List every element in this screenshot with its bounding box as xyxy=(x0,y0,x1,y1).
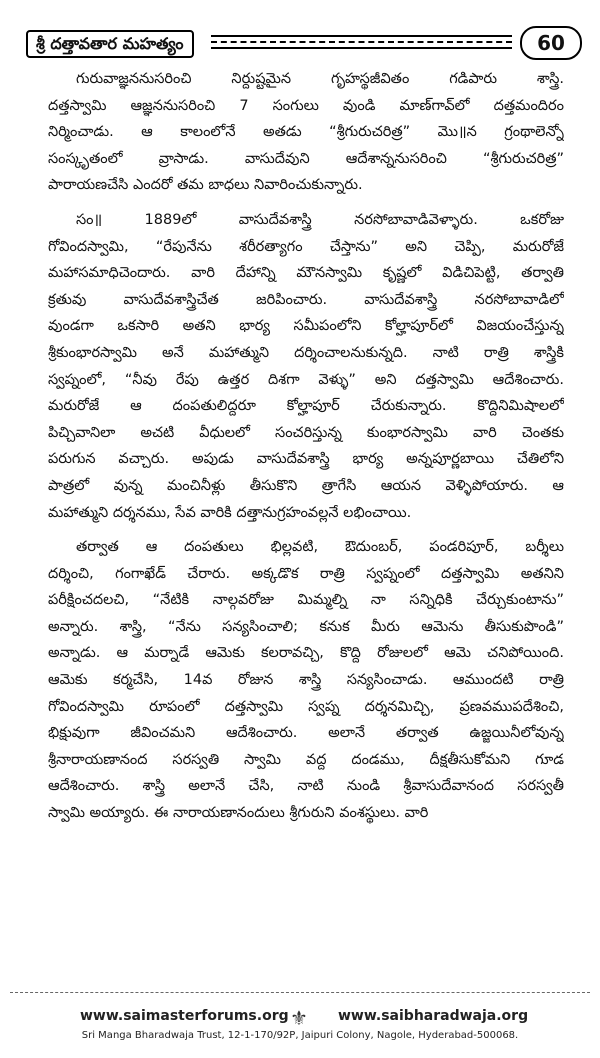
book-title: శ్రీ దత్తావతార మహత్యం xyxy=(26,30,194,58)
text-line: దత్తస్వామి ఆజ్ఞననుసరించి 7 సంగులు వుండి మాణ్‌గావ్‌లో దత్తమందిరం xyxy=(48,97,564,114)
text-line: పాత్రలో వున్న మంచినీళ్లు తీసుకొని త్రాగేసి ఆయన వెళ్ళిపోయారు. ఆ xyxy=(48,477,564,494)
text-line: ఆమెకు కర్మచేసి, 14వ రోజున శాస్త్రి సన్యసించాడు. ఆముందటి రాత్రి xyxy=(48,672,564,689)
text-line: శ్రీనారాయణానంద సరస్వతి స్వామి వద్ద దండము, దీక్షతీసుకోమని గూడ xyxy=(48,751,564,768)
footer-divider xyxy=(10,992,590,993)
text-line: పిచ్చివానిలా అచటి వీధులలో సంచరిస్తున్న కుంభారస్వామి వారి చెంతకు xyxy=(48,424,564,441)
text-line: స్వప్నంలో, “నీవు రేపు ఉత్తర దిశగా వెళ్ళు” అని దత్తస్వామి ఆదేశించారు. xyxy=(48,371,564,388)
text-line: శ్రీకుంభారస్వామి అనే మహాత్ముని దర్శించాలనుకున్నది. నాటి రాత్రి శాస్త్రికి xyxy=(48,344,564,361)
page-header xyxy=(26,30,582,58)
text-line: తర్వాత ఆ దంపతులు భిల్లవటి, ఔదుంబర్, పండరిపూర్, బర్శీలు xyxy=(76,539,564,556)
text-line: మరురోజే ఆ దంపతులిద్దరూ కోల్హాపూర్ చేరుకున్నారు. కొద్దినిమిషాలలో xyxy=(48,398,564,415)
text-line: అన్నారు. శాస్త్రి, “నేను సన్యసించాలి; కనుక మీరు ఆమెను తీసుకుపొండి” xyxy=(48,618,564,635)
header-rules xyxy=(211,35,512,51)
text-line: నిర్మించాడు. ఆ కాలంలోనే అతడు “శ్రీగురుచరిత్ర” మొ॥న గ్రంథాలెన్నో xyxy=(48,124,564,141)
text-line: వుండగా ఒకసారి అతని భార్య సమీపంలోని కోల్హాపూర్‌లో విజయంచేస్తున్న xyxy=(48,318,564,335)
text-line: పారాయణచేసి ఎందరో తమ బాధలు నివారించుకున్నారు. xyxy=(48,177,363,194)
text-line: పరుగున వచ్చారు. అపుడు వాసుదేవశాస్త్రి భార్య అన్నపూర్ణబాయి చేతిలోని xyxy=(48,451,564,468)
text-line: గోవిందస్వామి, “రేపునేను శరీరత్యాగం చేస్తాను” అని చెప్పి, మరురోజే xyxy=(48,238,564,255)
text-line: దర్శించి, గంగాఖేడ్ చేరారు. అక్కడొక రాత్రి స్వప్నంలో దత్తస్వామి అతనిని xyxy=(48,565,564,582)
text-line: సంస్కృతంలో వ్రాసాడు. వాసుదేవుని ఆదేశాన్ననుసరించి “శ్రీగురుచరిత్ర” xyxy=(48,150,564,167)
text-line: సం॥ 1889లో వాసుదేవశాస్త్రి నరసోబావాడివెళ్ళారు. ఒకరోజు xyxy=(76,211,564,228)
website-link-right[interactable]: www.saibharadwaja.org xyxy=(338,1008,529,1024)
text-line: అన్నాడు. ఆ మర్నాడే ఆమెకు కలరావచ్చి, కొద్ది రోజులలో ఆమె చనిపోయింది. xyxy=(48,645,564,662)
fleur-de-lis-icon: ⚜ xyxy=(290,1006,308,1030)
website-link-left[interactable]: www.saimasterforums.org xyxy=(80,1008,289,1024)
paragraph-2 xyxy=(48,207,564,526)
publisher-address: Sri Manga Bharadwaja Trust, 12-1-170/92P, Jaipuri Colony, Nagole, Hyderabad-500068. xyxy=(81,1030,519,1041)
text-line: గురువాజ్ఞననుసరించి నిర్దుష్టమైన గృహస్థజీవితం గడిపారు శాస్త్రి. xyxy=(76,71,564,87)
text-line: క్రతువు వాసుదేవశాస్త్రిచేత జరిపించారు. వాసుదేవశాస్త్రి నరసోబావాడిలో xyxy=(48,291,564,308)
text-line: మహాసమాధిచెందారు. వారి దేహాన్ని మౌనస్వామి కృష్ణలో విడిచిపెట్టి, తర్వాతి xyxy=(48,265,564,282)
text-line: పరీక్షించదలచి, “నేటికి నాల్గవరోజు మిమ్మల్ని నా సన్నిధికి చేర్చుకుంటాను” xyxy=(48,592,564,609)
body-text xyxy=(48,66,564,835)
text-line: స్వామి అయ్యారు. ఈ నారాయణానందులు శ్రీగురుని వంశస్థులు. వారి xyxy=(48,805,429,822)
page-number: 60 xyxy=(520,26,582,60)
text-line: ఆదేశించారు. శాస్త్రి అలానే చేసి, నాటి నుండి శ్రీవాసుదేవానంద సరస్వతీ xyxy=(48,778,564,795)
paragraph-1 xyxy=(48,66,564,199)
page-footer xyxy=(0,1006,600,1050)
text-line: భిక్షువుగా జీవించమని ఆదేశించారు. అలానే తర్వాత ఉజ్జయినీలోవున్న xyxy=(48,725,564,742)
text-line: మహాత్ముని దర్శనము, సేవ వారికి దత్తానుగ్రహంవల్లనే లభించాయి. xyxy=(48,504,412,521)
paragraph-3 xyxy=(48,534,564,827)
text-line: గోవిందస్వామి రూపంలో దత్తస్వామి స్వప్న దర్శనమిచ్చి, ప్రణవముపదేశించి, xyxy=(48,698,564,715)
